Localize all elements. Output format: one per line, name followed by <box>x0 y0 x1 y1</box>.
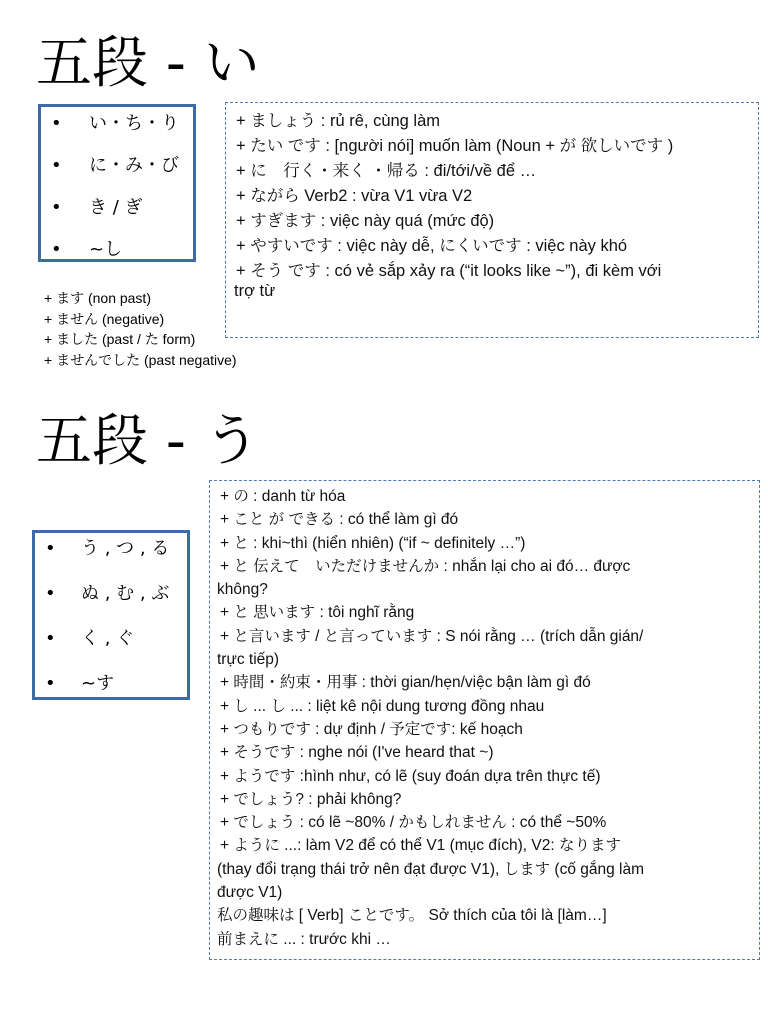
verb-ending-label: く , ぐ <box>81 628 135 649</box>
note-line: 私の趣味は [ Verb] ことです。 Sở thích của tôi là [làm…] <box>217 907 607 925</box>
note-line: + ながら Verb2 : vừa V1 vừa V2 <box>236 187 473 205</box>
conjugation-item: + ました (past / た form) <box>44 331 196 347</box>
list-item <box>41 154 193 196</box>
note-line: + つもりです : dự định / 予定です: kế hoạch <box>220 720 523 738</box>
note-line: + でしょう : có lẽ ~80% / かもしれません : có thể ~50% <box>220 814 607 832</box>
verb-ending-list-i <box>41 107 193 262</box>
note-line: + と言います / と言っています : S nói rằng … (trích dẫn gián/ <box>220 627 644 645</box>
note-line: + そう です : có vẻ sắp xảy ra (“it looks like ~”), đi kèm với <box>236 262 662 280</box>
note-line: được V1) <box>217 884 283 902</box>
verb-ending-label: に・み・び <box>89 155 179 176</box>
list-item <box>41 238 193 262</box>
list-item <box>41 112 193 154</box>
bullet-icon: • <box>45 628 56 649</box>
list-item <box>41 196 193 238</box>
note-line: + ましょう : rủ rê, cùng làm <box>236 112 441 130</box>
note-line: + ように ...: làm V2 để có thể V1 (mục đích), V2: なります <box>220 837 621 855</box>
conjugation-item: + ませんでした (past negative) <box>44 351 237 368</box>
section-title-i: 五段 - い <box>36 31 260 96</box>
note-line: (thay đổi trạng thái trở nên đạt được V1), します (cố gắng làm <box>217 860 645 878</box>
verb-ending-label: ~し <box>89 239 123 260</box>
note-line: + こと が できる : có thể làm gì đó <box>220 511 459 529</box>
note-line: + と : khi~thì (hiển nhiên) (“if ~ definitely …”) <box>220 534 526 552</box>
note-line: + し ... し ... : liệt kê nội dung tương đồng nhau <box>220 697 545 715</box>
bullet-icon: • <box>45 583 56 604</box>
bullet-icon: • <box>51 197 62 218</box>
verb-ending-label: き / ぎ <box>89 197 143 218</box>
note-line: + の : danh từ hóa <box>220 488 346 505</box>
bullet-icon: • <box>51 239 62 260</box>
note-line: + 時間・約束・用事 : thời gian/hẹn/việc bận làm gì đó <box>220 674 591 692</box>
note-line: trực tiếp) <box>217 651 280 669</box>
list-item <box>35 672 187 696</box>
note-line: + ようです :hình như, có lẽ (suy đoán dựa trên thực tế) <box>220 767 601 785</box>
bullet-icon: • <box>45 538 56 559</box>
verb-ending-list-u <box>35 533 187 696</box>
note-line: + すぎます : việc này quá (mức độ) <box>236 212 495 230</box>
note-line: + と 思います : tôi nghĩ rằng <box>220 604 415 622</box>
section-title-u: 五段 - う <box>36 409 260 474</box>
grammar-notes-box-u <box>209 480 760 960</box>
verb-ending-label: う , つ , る <box>81 538 170 559</box>
note-line: 前まえに ... : trước khi … <box>217 930 391 948</box>
conjugation-item: + ます (non past) <box>44 290 151 306</box>
verb-ending-label: ぬ , む , ぶ <box>81 583 170 604</box>
note-line: + そうです : nghe nói (I've heard that ~) <box>220 744 494 762</box>
note-line: + でしょう? : phải không? <box>220 790 402 808</box>
conjugation-list <box>44 288 237 370</box>
conjugation-item: + ません (negative) <box>44 310 165 327</box>
verb-ending-box-i <box>38 104 196 262</box>
list-item <box>35 582 187 627</box>
verb-ending-label: ~す <box>81 673 115 694</box>
bullet-icon: • <box>51 155 62 176</box>
verb-ending-box-u <box>32 530 190 700</box>
note-line: không? <box>217 581 268 599</box>
note-line: + たい です : [người nói] muốn làm (Noun + が 欲しいです ) <box>236 137 674 155</box>
list-item <box>35 627 187 672</box>
note-line: + やすいです : việc này dễ, にくいです : việc này khó <box>236 237 628 255</box>
note-line: + と 伝えて いただけませんか : nhắn lại cho ai đó… được <box>220 557 631 575</box>
bullet-icon: • <box>51 113 62 134</box>
grammar-notes-box-i <box>225 102 759 338</box>
verb-ending-label: い・ち・り <box>89 113 179 134</box>
list-item <box>35 537 187 582</box>
bullet-icon: • <box>45 673 56 694</box>
note-line: + に 行く・来く ・帰る : đi/tới/về để … <box>236 162 537 180</box>
note-line: trợ từ <box>234 282 276 300</box>
